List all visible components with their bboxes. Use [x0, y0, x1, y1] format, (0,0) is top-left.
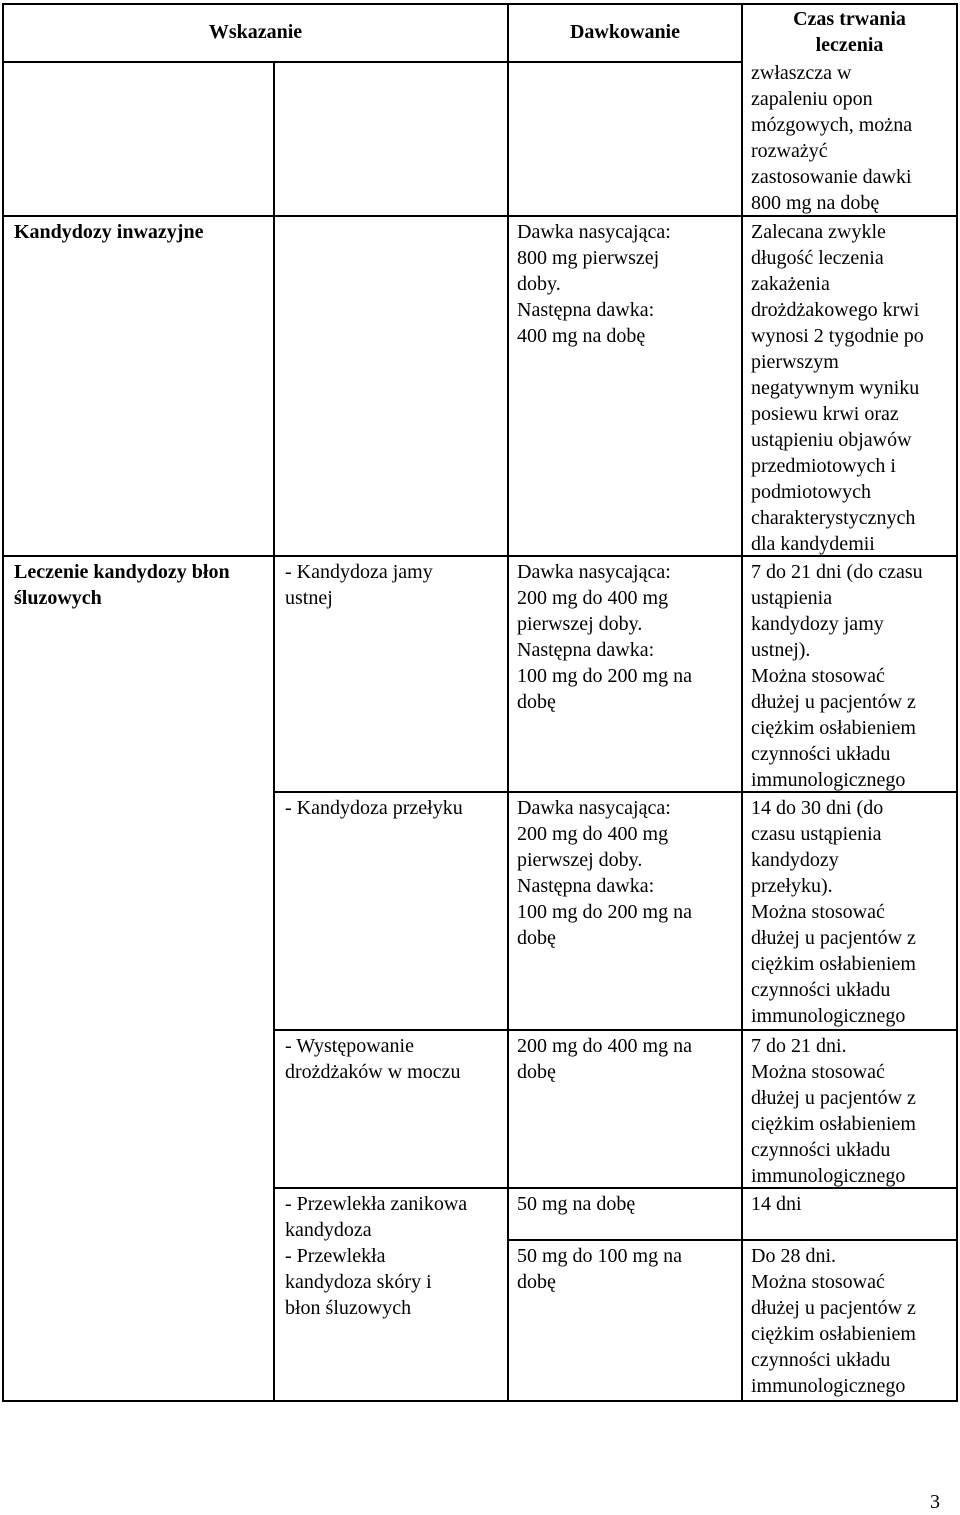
row-dosage: 200 mg do 400 mg na dobę — [517, 1035, 692, 1083]
header-wskazanie: Wskazanie — [208, 21, 303, 43]
row-category-kandydozy-inwazyjne: Kandydozy inwazyjne — [14, 221, 204, 243]
row-duration: 7 do 21 dni. Można stosować dłużej u pacjentów z ciężkim osłabieniem czynności układu immunologicznego — [751, 1035, 916, 1187]
row-category-leczenie-kandydozy: Leczenie kandydozy błon śluzowych — [14, 561, 230, 609]
table-border-left — [2, 3, 4, 1402]
column-divider-subtype — [273, 61, 275, 1402]
row-dosage: 50 mg na dobę — [517, 1193, 636, 1215]
row-subtype: - Występowanie drożdżaków w moczu — [285, 1035, 461, 1083]
row-subtype: - Przewlekła zanikowa kandydoza - Przewlekła kandydoza skóry i błon śluzowych — [285, 1193, 468, 1319]
row-dosage: Dawka nasycająca: 200 mg do 400 mg pierwszej doby. Następna dawka: 100 mg do 200 mg na dobę — [517, 797, 692, 949]
table-border-top — [2, 3, 958, 5]
row-duration: 14 do 30 dni (do czasu ustąpienia kandydozy przełyku). Można stosować dłużej u pacjentów z ciężkim osłabieniem czynności układu immunologicznego — [751, 797, 916, 1027]
table-border-right — [956, 3, 958, 1402]
row-dosage: Dawka nasycająca: 800 mg pierwszej doby. Następna dawka: 400 mg na dobę — [517, 221, 671, 347]
header-dawkowanie: Dawkowanie — [569, 21, 680, 43]
row-duration: Do 28 dni. Można stosować dłużej u pacjentów z ciężkim osłabieniem czynności układu immunologicznego — [751, 1245, 916, 1397]
duration-continuation: zwłaszcza w zapaleniu opon mózgowych, można rozważyć zastosowanie dawki 800 mg na dobę — [751, 62, 913, 214]
row-subtype: - Kandydoza jamy ustnej — [285, 561, 433, 609]
header-divider — [2, 61, 743, 63]
row-divider-4 — [273, 1029, 958, 1031]
row-divider-6 — [507, 1239, 958, 1241]
table-border-bottom — [2, 1400, 958, 1402]
row-dosage: 50 mg do 100 mg na dobę — [517, 1245, 682, 1293]
row-dosage: Dawka nasycająca: 200 mg do 400 mg pierwszej doby. Następna dawka: 100 mg do 200 mg na dobę — [517, 561, 692, 713]
header-czas-trwania: Czas trwania leczenia — [793, 8, 906, 56]
row-duration: 14 dni — [751, 1193, 802, 1215]
page-number: 3 — [930, 1491, 940, 1513]
row-duration: Zalecana zwykle długość leczenia zakażenia drożdżakowego krwi wynosi 2 tygodnie po pierwszym negatywnym wyniku posiewu krwi oraz ustąpieniu objawów przedmiotowych i podmiotowych charakterystycznych dla kandydemii — [751, 221, 924, 555]
row-duration: 7 do 21 dni (do czasu ustąpienia kandydozy jamy ustnej). Można stosować dłużej u pacjentów z ciężkim osłabieniem czynności układu immunologicznego — [751, 561, 923, 791]
row-subtype: - Kandydoza przełyku — [285, 797, 463, 819]
